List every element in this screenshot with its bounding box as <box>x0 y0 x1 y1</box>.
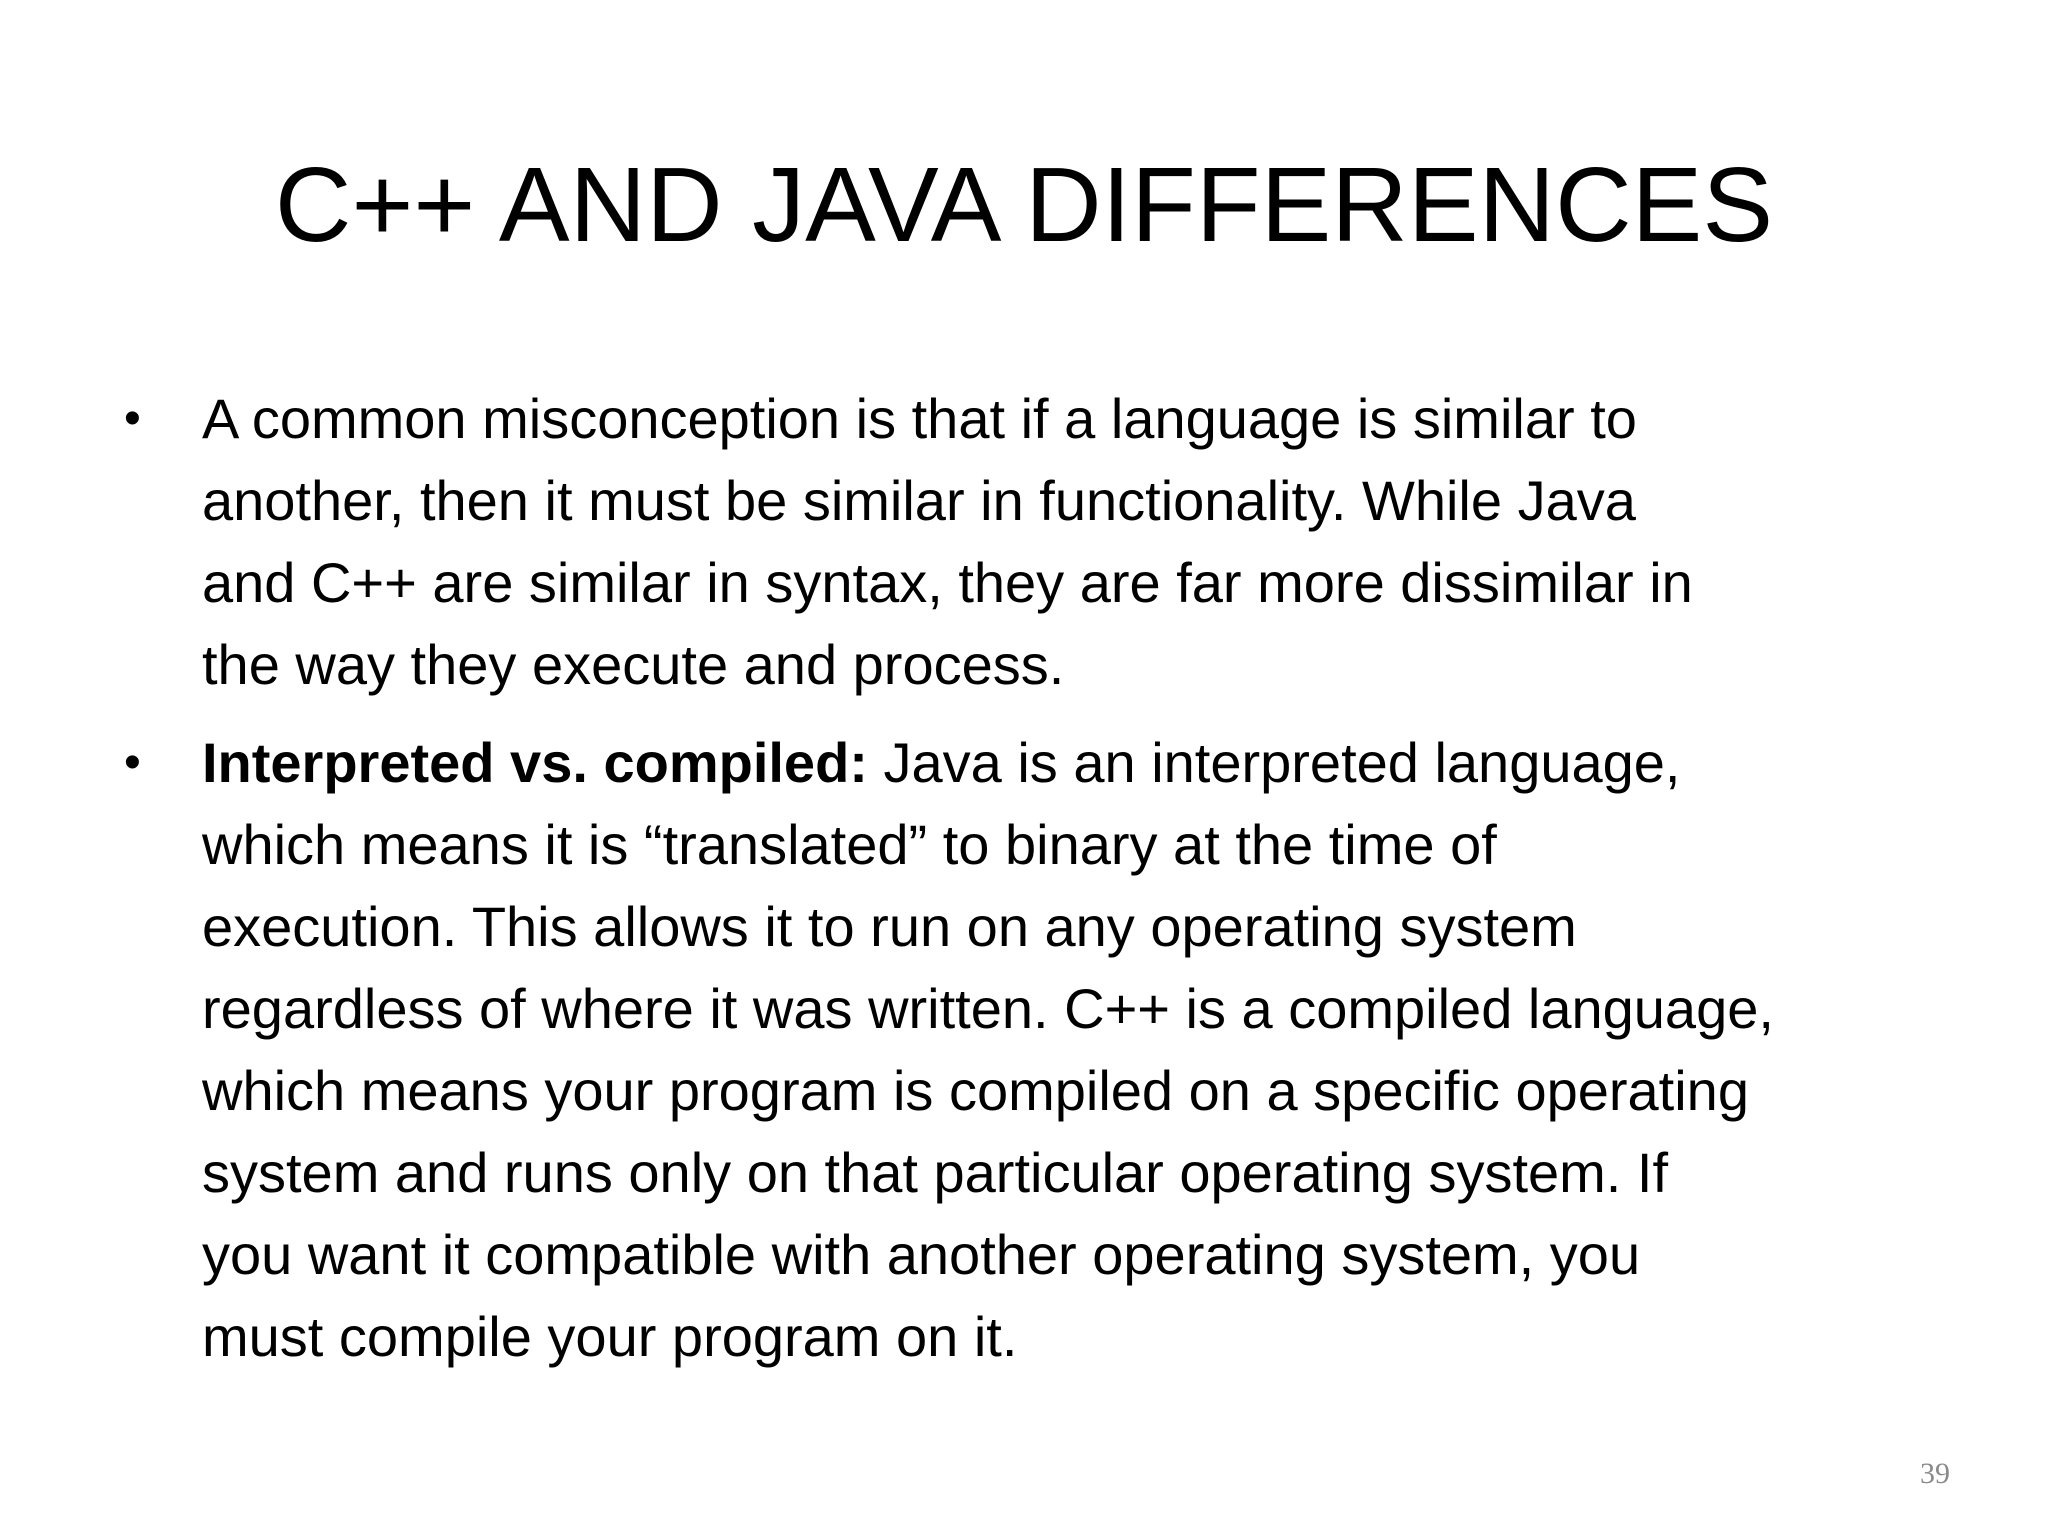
bullet-line: which means it is “translated” to binary at the time of <box>202 813 1497 876</box>
bullet-line <box>202 722 1948 804</box>
bullet-dot-icon: • <box>124 392 141 445</box>
page-number: 39 <box>1920 1457 1950 1490</box>
bullet-line: system and runs only on that particular operating system. If <box>202 1141 1669 1204</box>
bullet-line: another, then it must be similar in functionality. While Java <box>202 469 1636 532</box>
bullet-line: and C++ are similar in syntax, they are far more dissimilar in <box>202 551 1693 614</box>
bullet-line: which means your program is compiled on a specific operating <box>202 1059 1749 1122</box>
bold-lead-text: Interpreted vs. compiled: <box>202 731 868 794</box>
bullet-line-rest: Java is an interpreted language, <box>867 731 1681 794</box>
slide-title: C++ AND JAVA DIFFERENCES <box>274 146 1774 264</box>
bullet-line: must compile your program on it. <box>202 1305 1018 1368</box>
bullet-line: execution. This allows it to run on any operating system <box>202 895 1577 958</box>
bullet-line: regardless of where it was written. C++ is a compiled language, <box>202 977 1774 1040</box>
bullet-item-misconception <box>118 378 1948 706</box>
bullet-list <box>118 378 1948 1394</box>
bullet-dot-icon: • <box>124 736 141 789</box>
bullet-item-interpreted-vs-compiled <box>118 722 1948 1378</box>
bullet-line: A common misconception is that if a language is similar to <box>202 387 1637 450</box>
bullet-line: the way they execute and process. <box>202 633 1065 696</box>
bullet-line: you want it compatible with another operating system, you <box>202 1223 1641 1286</box>
